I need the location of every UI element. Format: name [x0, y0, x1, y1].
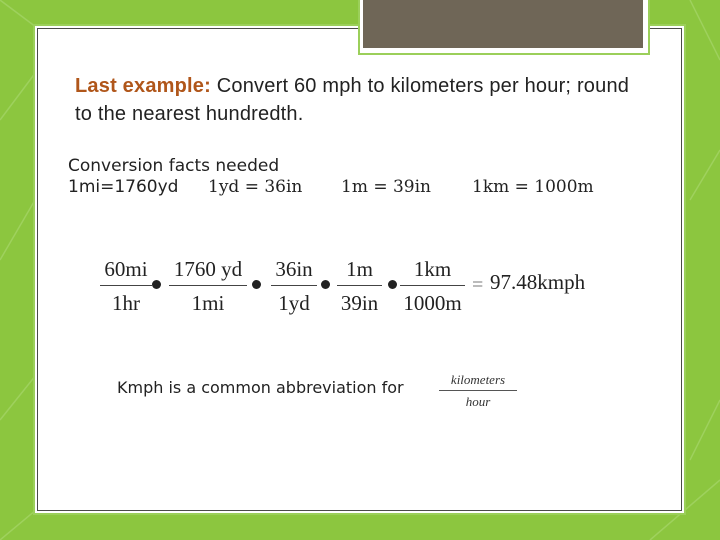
multiply-dot [152, 280, 161, 289]
fraction [271, 256, 317, 316]
heading-text: Convert 60 mph to kilometers per hour; round to the nearest hundredth. [75, 75, 630, 125]
fraction [400, 256, 465, 316]
fraction-bar [400, 285, 465, 286]
fact-item: 1yd = 36in [208, 177, 303, 197]
fraction-denominator: 1000m [403, 291, 462, 315]
fraction-denominator: 1yd [278, 291, 310, 315]
fraction-bar [271, 285, 317, 286]
fraction [100, 256, 152, 316]
fact-item: 1mi=1760yd [68, 177, 179, 197]
multiply-dot [252, 280, 261, 289]
equals-sign: = [472, 274, 484, 296]
fraction-numerator: 1m [346, 257, 373, 281]
fraction-numerator: 1km [413, 257, 452, 281]
fraction-denominator: 39in [340, 291, 379, 315]
multiply-dot [388, 280, 397, 289]
multiply-dot [321, 280, 330, 289]
fraction [169, 256, 247, 316]
fraction [337, 256, 382, 316]
title-tab [363, 0, 643, 48]
fraction-numerator: 1760 yd [173, 257, 243, 281]
facts-row [68, 177, 668, 203]
fraction-bar [169, 285, 247, 286]
note-fraction-denominator: hour [465, 394, 491, 409]
fraction-denominator: 1hr [112, 291, 140, 315]
fraction-denominator: 1mi [191, 291, 225, 315]
fraction-bar [439, 390, 517, 391]
fraction-bar [100, 285, 152, 286]
fraction-numerator: 60mi [104, 257, 148, 281]
note-fraction-numerator: kilometers [450, 372, 506, 387]
fact-item: 1m = 39in [341, 177, 432, 197]
equation-result: 97.48kmph [490, 270, 586, 294]
fact-item: 1km = 1000m [472, 177, 594, 197]
heading-lead: Last example: [75, 75, 211, 97]
slide-heading [75, 72, 635, 128]
fraction-bar [337, 285, 382, 286]
conversion-facts [68, 155, 668, 203]
fraction-numerator: 36in [275, 257, 313, 281]
facts-title: Conversion facts needed [68, 156, 280, 176]
note-text: Kmph is a common abbreviation for [117, 378, 404, 397]
note-fraction [439, 372, 517, 410]
